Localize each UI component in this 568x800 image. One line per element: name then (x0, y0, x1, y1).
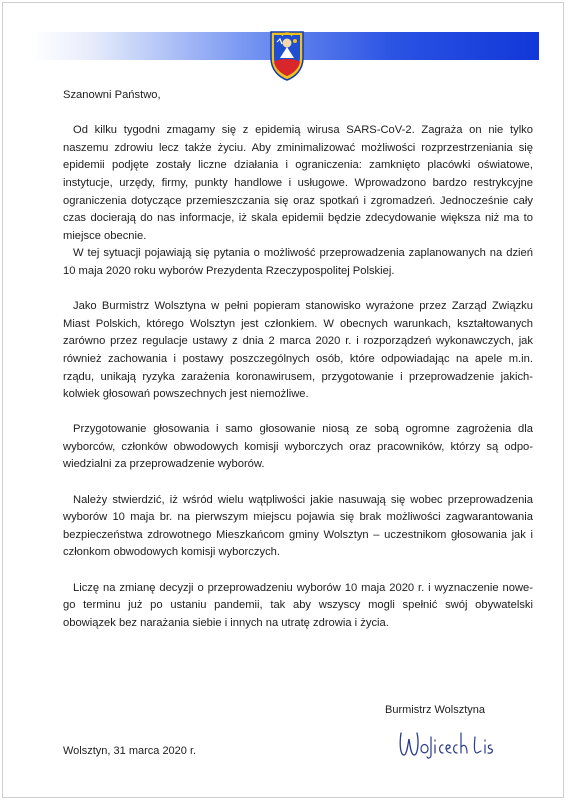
paragraph-safety-concerns: Należy stwierdzić, iż wśród wielu wątpliwości jakie nasuwają się wobec przeprowadzenia wyborów 10 maja br. na pierwszym miejscu pojawia się brak możliwości zagwarantowania bezpieczeństwa zdrowotnego Mieszkańcom gminy Wolsztyn – uczestnikom głosowania jak i członkom obwodowych komisji wyborczych. (63, 493, 533, 559)
letter-body (63, 87, 533, 650)
handwritten-signature (395, 725, 495, 765)
letter-page (2, 2, 564, 798)
place-and-date: Wolsztyn, 31 marca 2020 r. (63, 745, 197, 757)
coat-of-arms-icon (268, 28, 306, 82)
paragraph-request: Liczę na zmianę decyzji o przeprowadzeniu wyborów 10 maja 2020 r. i wyznaczenie nowe-go terminu już po ustaniu pandemii, tak aby wszyscy mogli spełnić swój obywatelski obowiązek bez narażania siebie i innych na utratę zdrowia i życia. (63, 581, 533, 629)
salutation: Szanowni Państwo, (63, 89, 161, 101)
paragraph-election-question: W tej sytuacji pojawiają się pytania o możliwość przeprowadzenia zaplanowanych na dzień 10 maja 2020 roku wyborów Prezydenta Rzeczypospolitej Polskiej. (63, 247, 533, 277)
paragraph-voting-risks: Przygotowanie głosowania i samo głosowanie niosą ze sobą ogromne zagrożenia dla wyborców, członków obwodowych komisji wyborczych oraz pracowników, którzy są odpo-wiedzialni za przeprowadzenie wyborów. (63, 423, 533, 471)
paragraph-epidemic: Od kilku tygodni zmagamy się z epidemią wirusa SARS-CoV-2. Zagraża on nie tylko naszemu zdrowiu lecz także życiu. Aby zminimalizować możliwości rozprzestrzeniania się epidemii podjęte zostały liczne działania i ograniczenia: zamknięto placówki oświatowe, instytucje, urzędy, firmy, punkty handlowe i usługowe. Wprowadzono bardzo restrykcyjne ograniczenia dotyczące przemieszczania się oraz spotkań i zgromadzeń. Jednocześnie cały czas docierają do nas informacje, iż skala epidemii będzie zdecydowanie większa niż ma to miejsce obecnie. (63, 124, 533, 242)
paragraph-mayor-position: Jako Burmistrz Wolsztyna w pełni popieram stanowisko wyrażone przez Zarząd Związku Miast Polskich, którego Wolsztyn jest członkiem. W obecnych warunkach, kształtowanych zarówno przez regulacje ustawy z dnia 2 marca 2020 r. i rozporządzeń wykonawczych, jak również zachowania i postawy poszczególnych osób, które odpowiadając na apele m.in. rządu, unikają ryzyka zarażenia koronawirusem, przygotowanie i przeprowadzenie jakich-kolwiek głosowań powszechnych jest niemożliwe. (63, 300, 533, 401)
signature-title: Burmistrz Wolsztyna (385, 704, 486, 716)
